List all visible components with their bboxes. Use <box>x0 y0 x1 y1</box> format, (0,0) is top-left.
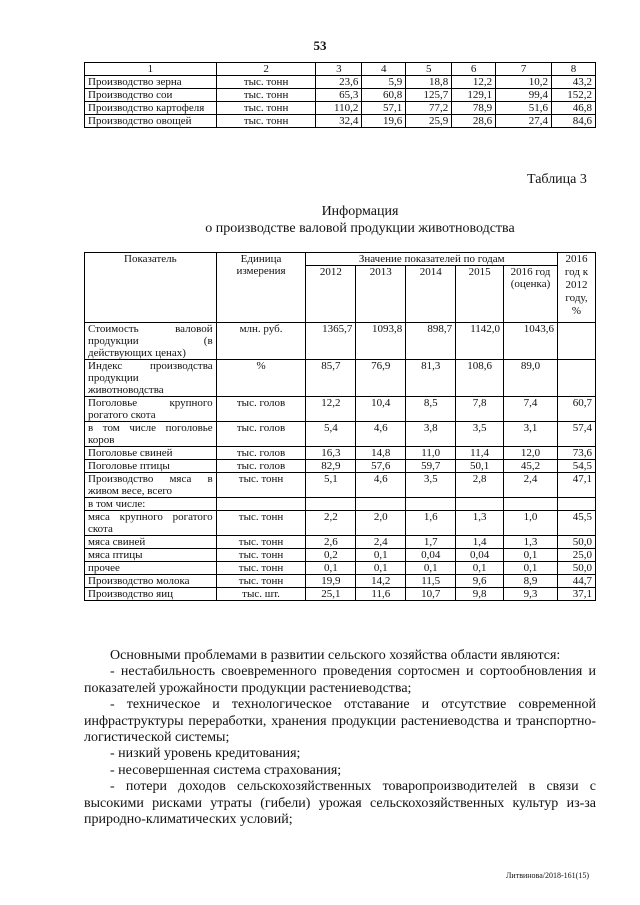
cell-value: 2,4 <box>356 536 406 549</box>
paragraph: - низкий уровень кредитования; <box>110 746 301 762</box>
header-year: 2013 <box>356 266 406 323</box>
header-year: 2015 <box>456 266 504 323</box>
cell-value: 129,1 <box>452 89 496 102</box>
cell-value: 1,3 <box>456 511 504 536</box>
livestock-production-table <box>84 252 596 601</box>
table-row <box>85 397 596 422</box>
cell-pct: 60,7 <box>557 397 595 422</box>
cell-pct: 45,5 <box>557 511 595 536</box>
cell-value: 0,04 <box>406 549 456 562</box>
cell-value: 5,1 <box>306 473 356 498</box>
header-cell: 4 <box>362 63 406 76</box>
table-row <box>85 498 596 511</box>
table-row <box>85 460 596 473</box>
row-unit: тыс. голов <box>216 460 306 473</box>
cell-value: 50,1 <box>456 460 504 473</box>
table-row <box>85 562 596 575</box>
row-unit: тыс. тонн <box>216 575 306 588</box>
cell-value: 5,4 <box>306 422 356 447</box>
row-label: мяса свиней <box>85 536 217 549</box>
cell-value: 10,4 <box>356 397 406 422</box>
cell-value: 898,7 <box>406 323 456 360</box>
header-year: 2014 <box>406 266 456 323</box>
cell-value: 125,7 <box>406 89 452 102</box>
table-row <box>85 536 596 549</box>
cell-value: 10,2 <box>496 76 552 89</box>
row-unit: млн. руб. <box>216 323 306 360</box>
cell-value: 1,6 <box>406 511 456 536</box>
cell-value: 2,4 <box>504 473 558 498</box>
row-label: Производство сои <box>85 89 217 102</box>
header-cell: 3 <box>316 63 362 76</box>
cell-value: 3,1 <box>504 422 558 447</box>
cell-value: 9,8 <box>456 588 504 601</box>
cell-value <box>504 498 558 511</box>
cell-value: 4,6 <box>356 473 406 498</box>
cell-value: 1043,6 <box>504 323 558 360</box>
cell-value: 152,2 <box>552 89 596 102</box>
cell-pct: 57,4 <box>557 422 595 447</box>
row-unit: тыс. тонн <box>216 102 316 115</box>
row-unit: тыс. тонн <box>216 536 306 549</box>
cell-value: 85,7 <box>306 360 356 397</box>
cell-value: 1365,7 <box>306 323 356 360</box>
row-unit: тыс. голов <box>216 422 306 447</box>
cell-pct <box>557 498 595 511</box>
cell-value: 2,6 <box>306 536 356 549</box>
table-title-line-2: о производстве валовой продукции животноводства <box>205 221 515 236</box>
cell-value: 5,9 <box>362 76 406 89</box>
cell-value: 65,3 <box>316 89 362 102</box>
cell-value: 11,0 <box>406 447 456 460</box>
row-label: в том числе: <box>85 498 217 511</box>
paragraph: Основными проблемами в развитии сельского хозяйства области являются: <box>110 648 561 663</box>
row-label: мяса крупного рогатого скота <box>85 511 217 536</box>
cell-value: 0,1 <box>356 549 406 562</box>
cell-value: 3,5 <box>406 473 456 498</box>
cell-value: 1,0 <box>504 511 558 536</box>
row-label: Стоимость валовой продукции (в действующих ценах) <box>85 323 217 360</box>
row-label: Поголовье крупного рогатого скота <box>85 397 217 422</box>
cell-value: 57,1 <box>362 102 406 115</box>
cell-value: 10,7 <box>406 588 456 601</box>
header-indicator: Показатель <box>85 253 217 323</box>
cell-value: 1093,8 <box>356 323 406 360</box>
table-row <box>85 323 596 360</box>
cell-value: 46,8 <box>552 102 596 115</box>
row-unit: тыс. тонн <box>216 89 316 102</box>
cell-value: 1,4 <box>456 536 504 549</box>
paragraph: - потери доходов сельскохозяйственных товаропроизводителей в связи с высокими рисками утраты (гибели) урожая сельскохозяйственных культур из-за природно-климатических условий; <box>84 779 596 828</box>
row-label: Производство зерна <box>85 76 217 89</box>
cell-value: 25,1 <box>306 588 356 601</box>
cell-value: 59,7 <box>406 460 456 473</box>
row-label: Производство молока <box>85 575 217 588</box>
cell-value: 1,3 <box>504 536 558 549</box>
cell-value: 8,9 <box>504 575 558 588</box>
cell-value: 12,0 <box>504 447 558 460</box>
row-label: мяса птицы <box>85 549 217 562</box>
table-row <box>85 76 596 89</box>
cell-value: 110,2 <box>316 102 362 115</box>
cell-value: 27,4 <box>496 115 552 128</box>
table-row <box>85 102 596 115</box>
cell-value: 77,2 <box>406 102 452 115</box>
cell-value <box>456 498 504 511</box>
cell-value: 9,6 <box>456 575 504 588</box>
table-row <box>85 447 596 460</box>
cell-value: 0,1 <box>406 562 456 575</box>
paragraph: - несовершенная система страхования; <box>110 762 342 778</box>
header-ratio: 2016 год к 2012 году, % <box>557 253 595 323</box>
cell-value: 12,2 <box>452 76 496 89</box>
cell-value: 8,5 <box>406 397 456 422</box>
cell-value: 7,4 <box>504 397 558 422</box>
cell-value: 7,8 <box>456 397 504 422</box>
cell-value: 19,9 <box>306 575 356 588</box>
body-text <box>84 648 596 828</box>
cell-value: 2,2 <box>306 511 356 536</box>
crop-production-table <box>84 62 596 128</box>
cell-value: 28,6 <box>452 115 496 128</box>
cell-value: 0,1 <box>306 562 356 575</box>
header-cell: 7 <box>496 63 552 76</box>
cell-value: 76,9 <box>356 360 406 397</box>
cell-value: 0,2 <box>306 549 356 562</box>
table-row <box>85 473 596 498</box>
paragraph: - нестабильность своевременного проведения сортосмен и сортообновления и показателей урожайности продукции растениеводства; <box>84 664 596 696</box>
cell-value: 12,2 <box>306 397 356 422</box>
cell-pct: 50,0 <box>557 536 595 549</box>
row-label: Производство картофеля <box>85 102 217 115</box>
cell-pct <box>557 360 595 397</box>
cell-value: 16,3 <box>306 447 356 460</box>
paragraph: - техническое и технологическое отставание и отсутствие современной инфраструктуры переработки, хранения продукции растениеводства и транспортно-логистической системы; <box>84 697 596 746</box>
table-row <box>85 422 596 447</box>
cell-value: 2,8 <box>456 473 504 498</box>
table-row <box>85 575 596 588</box>
header-cell: 6 <box>452 63 496 76</box>
cell-value <box>356 498 406 511</box>
table-row <box>85 115 596 128</box>
row-unit: тыс. тонн <box>216 115 316 128</box>
cell-value: 0,1 <box>504 549 558 562</box>
table-caption-number: Таблица 3 <box>527 172 587 187</box>
header-cell: 5 <box>406 63 452 76</box>
row-unit: тыс. голов <box>216 447 306 460</box>
table-row <box>85 588 596 601</box>
table-row <box>85 89 596 102</box>
row-unit <box>216 498 306 511</box>
row-unit: тыс. тонн <box>216 549 306 562</box>
cell-value <box>406 498 456 511</box>
cell-value: 11,6 <box>356 588 406 601</box>
row-label: Производство мяса в живом весе, всего <box>85 473 217 498</box>
cell-value: 78,9 <box>452 102 496 115</box>
cell-value: 0,04 <box>456 549 504 562</box>
cell-pct: 54,5 <box>557 460 595 473</box>
row-label: Индекс производства продукции животноводства <box>85 360 217 397</box>
cell-value: 82,9 <box>306 460 356 473</box>
cell-value: 60,8 <box>362 89 406 102</box>
cell-value: 14,8 <box>356 447 406 460</box>
cell-value: 11,5 <box>406 575 456 588</box>
table-header-row <box>85 253 596 266</box>
cell-value: 84,6 <box>552 115 596 128</box>
cell-pct: 44,7 <box>557 575 595 588</box>
footer-reference: Литвинова/2018-161(15) <box>506 871 589 880</box>
cell-value: 0,1 <box>504 562 558 575</box>
cell-value: 89,0 <box>504 360 558 397</box>
table-header-row <box>85 63 596 76</box>
cell-pct: 47,1 <box>557 473 595 498</box>
table-row <box>85 511 596 536</box>
cell-pct <box>557 323 595 360</box>
row-label: Поголовье птицы <box>85 460 217 473</box>
header-unit: Единица измерения <box>216 253 306 323</box>
cell-value: 0,1 <box>456 562 504 575</box>
row-unit: тыс. шт. <box>216 588 306 601</box>
row-unit: тыс. тонн <box>216 473 306 498</box>
table-row <box>85 360 596 397</box>
row-label: в том числе поголовье коров <box>85 422 217 447</box>
row-label: Производство яиц <box>85 588 217 601</box>
cell-value: 45,2 <box>504 460 558 473</box>
cell-value: 9,3 <box>504 588 558 601</box>
cell-value <box>306 498 356 511</box>
cell-value: 108,6 <box>456 360 504 397</box>
row-unit: тыс. тонн <box>216 562 306 575</box>
row-label: Поголовье свиней <box>85 447 217 460</box>
cell-value: 81,3 <box>406 360 456 397</box>
cell-value: 3,8 <box>406 422 456 447</box>
table-title <box>170 203 550 237</box>
header-values: Значение показателей по годам <box>306 253 558 266</box>
header-cell: 8 <box>552 63 596 76</box>
cell-pct: 25,0 <box>557 549 595 562</box>
header-cell: 2 <box>216 63 316 76</box>
cell-value: 14,2 <box>356 575 406 588</box>
header-year: 2012 <box>306 266 356 323</box>
page-number: 53 <box>313 38 327 53</box>
cell-pct: 73,6 <box>557 447 595 460</box>
cell-pct: 37,1 <box>557 588 595 601</box>
header-cell: 1 <box>85 63 217 76</box>
cell-value: 51,6 <box>496 102 552 115</box>
cell-value: 2,0 <box>356 511 406 536</box>
row-label: прочее <box>85 562 217 575</box>
cell-pct: 50,0 <box>557 562 595 575</box>
table-row <box>85 549 596 562</box>
cell-value: 19,6 <box>362 115 406 128</box>
cell-value: 1142,0 <box>456 323 504 360</box>
cell-value: 32,4 <box>316 115 362 128</box>
row-unit: тыс. голов <box>216 397 306 422</box>
cell-value: 99,4 <box>496 89 552 102</box>
cell-value: 18,8 <box>406 76 452 89</box>
header-year: 2016 год (оценка) <box>504 266 558 323</box>
cell-value: 43,2 <box>552 76 596 89</box>
cell-value: 4,6 <box>356 422 406 447</box>
row-unit: тыс. тонн <box>216 511 306 536</box>
row-label: Производство овощей <box>85 115 217 128</box>
cell-value: 0,1 <box>356 562 406 575</box>
cell-value: 25,9 <box>406 115 452 128</box>
cell-value: 1,7 <box>406 536 456 549</box>
cell-value: 57,6 <box>356 460 406 473</box>
cell-value: 3,5 <box>456 422 504 447</box>
table-title-line-1: Информация <box>321 204 399 219</box>
cell-value: 11,4 <box>456 447 504 460</box>
row-unit: % <box>216 360 306 397</box>
cell-value: 23,6 <box>316 76 362 89</box>
row-unit: тыс. тонн <box>216 76 316 89</box>
